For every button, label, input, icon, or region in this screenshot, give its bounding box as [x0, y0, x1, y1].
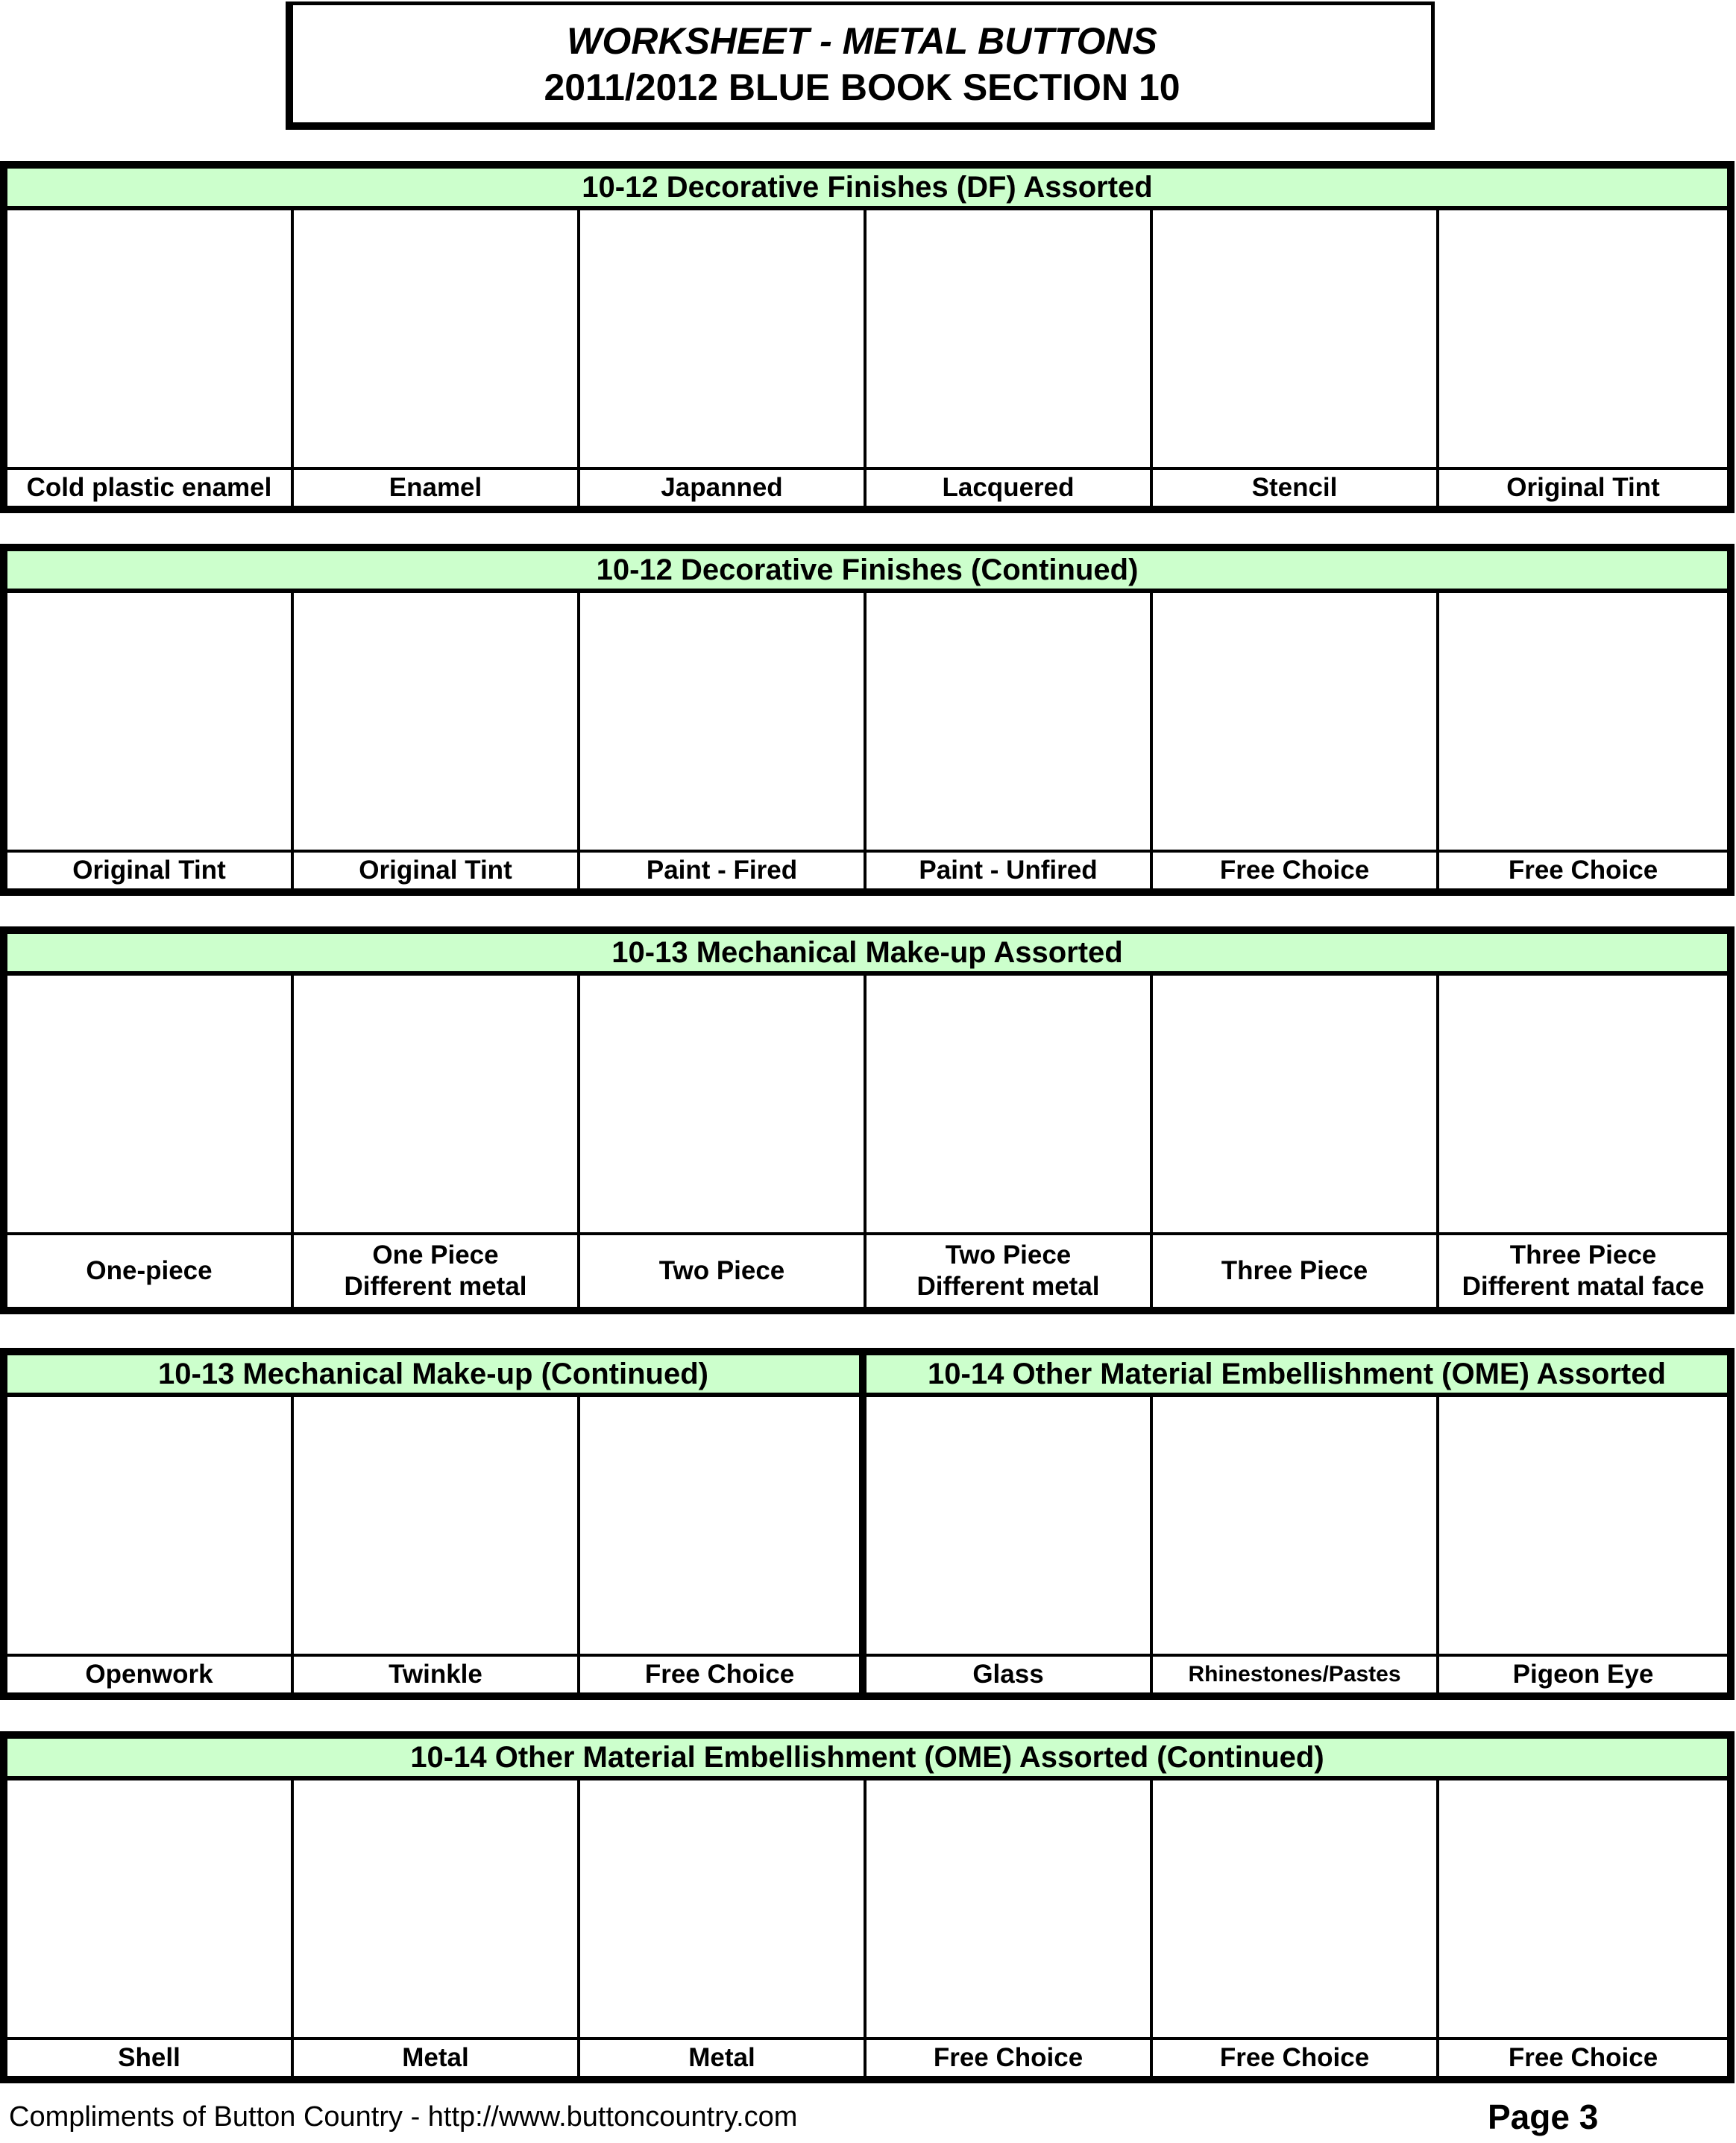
mount-cell: [580, 976, 867, 1232]
mount-cell: [294, 210, 580, 467]
cell-label: Free Choice: [1153, 853, 1439, 888]
cell-label: Two Piece Different metal: [867, 1235, 1153, 1307]
cell-label: Free Choice: [1508, 2043, 1658, 2072]
label-row: [867, 1657, 1727, 1692]
cell-label: One Piece Different metal: [294, 1235, 580, 1307]
section-header: 10-13 Mechanical Make-up Assorted: [7, 934, 1727, 976]
mount-row: [7, 1397, 859, 1657]
mount-cell: [294, 976, 580, 1232]
page-number: Page 3: [1488, 2097, 1599, 2136]
mechanical-makeup-continued: [7, 1355, 867, 1692]
section-decorative-finishes: [0, 161, 1735, 513]
split-container: [7, 1355, 1727, 1692]
mount-cell: [580, 1780, 867, 2037]
mount-cell: [7, 976, 294, 1232]
section-header: 10-13 Mechanical Make-up (Continued): [7, 1355, 859, 1397]
mount-row: [867, 1397, 1727, 1657]
worksheet-title-box: [286, 1, 1435, 130]
mount-cell: [580, 1397, 859, 1654]
mount-cell: [867, 1780, 1153, 2037]
mount-cell: [580, 210, 867, 467]
cell-label: Lacquered: [867, 470, 1153, 506]
mount-row: [7, 976, 1727, 1235]
mount-cell: [7, 593, 294, 850]
section-mechanical-makeup: [0, 926, 1735, 1314]
cell-label: Free Choice: [1508, 856, 1658, 885]
cell-label: Original Tint: [1506, 473, 1660, 502]
worksheet-subtitle: 2011/2012 BLUE BOOK SECTION 10: [544, 66, 1180, 108]
mount-row: [7, 593, 1727, 853]
cell-label: Three Piece: [1153, 1235, 1439, 1307]
cell-label: Two Piece: [580, 1235, 867, 1307]
ome-assorted: [867, 1355, 1727, 1692]
section-split-mechanical-ome: [0, 1348, 1735, 1700]
section-ome-continued: [0, 1731, 1735, 2083]
cell-label: Enamel: [294, 470, 580, 506]
cell-label: Rhinestones/Pastes: [1153, 1657, 1439, 1692]
mount-cell: [1439, 593, 1727, 850]
cell-label: Stencil: [1153, 470, 1439, 506]
mount-cell: [7, 210, 294, 467]
mount-cell: [294, 593, 580, 850]
mount-cell: [1153, 210, 1439, 467]
cell-label: Free Choice: [867, 2040, 1153, 2076]
cell-label: Metal: [294, 2040, 580, 2076]
mount-cell: [1439, 1397, 1727, 1654]
mount-cell: [294, 1397, 580, 1654]
section-header: 10-12 Decorative Finishes (DF) Assorted: [7, 169, 1727, 210]
cell-label: Shell: [7, 2040, 294, 2076]
mount-cell: [1439, 976, 1727, 1232]
mount-row: [7, 1780, 1727, 2040]
section-header: 10-14 Other Material Embellishment (OME) Assorted (Continued): [7, 1739, 1727, 1780]
label-row: [7, 470, 1727, 506]
cell-label: Paint - Fired: [580, 853, 867, 888]
mount-cell: [1439, 210, 1727, 467]
cell-label: Paint - Unfired: [867, 853, 1153, 888]
section-header: 10-12 Decorative Finishes (Continued): [7, 551, 1727, 593]
cell-label: Free Choice: [1153, 2040, 1439, 2076]
mount-cell: [867, 1397, 1153, 1654]
mount-cell: [1153, 976, 1439, 1232]
label-row: [7, 1235, 1727, 1307]
cell-label: Original Tint: [294, 853, 580, 888]
label-row: [7, 853, 1727, 888]
mount-cell: [867, 593, 1153, 850]
cell-label: Pigeon Eye: [1512, 1660, 1654, 1689]
cell-label: Openwork: [7, 1657, 294, 1692]
worksheet-title: WORKSHEET - METAL BUTTONS: [567, 19, 1157, 62]
mount-cell: [867, 210, 1153, 467]
cell-label: Metal: [580, 2040, 867, 2076]
mount-cell: [1153, 1780, 1439, 2037]
cell-label: Three Piece Different matal face: [1462, 1240, 1705, 1301]
cell-label: One-piece: [7, 1235, 294, 1307]
label-row: [7, 1657, 859, 1692]
section-header: 10-14 Other Material Embellishment (OME) Assorted: [867, 1355, 1727, 1397]
mount-cell: [1153, 593, 1439, 850]
cell-label: Cold plastic enamel: [7, 470, 294, 506]
mount-cell: [294, 1780, 580, 2037]
mount-cell: [580, 593, 867, 850]
mount-cell: [867, 976, 1153, 1232]
section-decorative-finishes-continued: [0, 544, 1735, 896]
mount-cell: [1153, 1397, 1439, 1654]
cell-label: Twinkle: [294, 1657, 580, 1692]
footer-credit: Compliments of Button Country - http://www.buttoncountry.com: [9, 2101, 798, 2133]
mount-cell: [7, 1780, 294, 2037]
cell-label: Glass: [867, 1657, 1153, 1692]
cell-label: Original Tint: [7, 853, 294, 888]
cell-label: Japanned: [580, 470, 867, 506]
mount-cell: [1439, 1780, 1727, 2037]
cell-label: Free Choice: [644, 1660, 795, 1689]
mount-row: [7, 210, 1727, 470]
mount-cell: [7, 1397, 294, 1654]
label-row: [7, 2040, 1727, 2076]
